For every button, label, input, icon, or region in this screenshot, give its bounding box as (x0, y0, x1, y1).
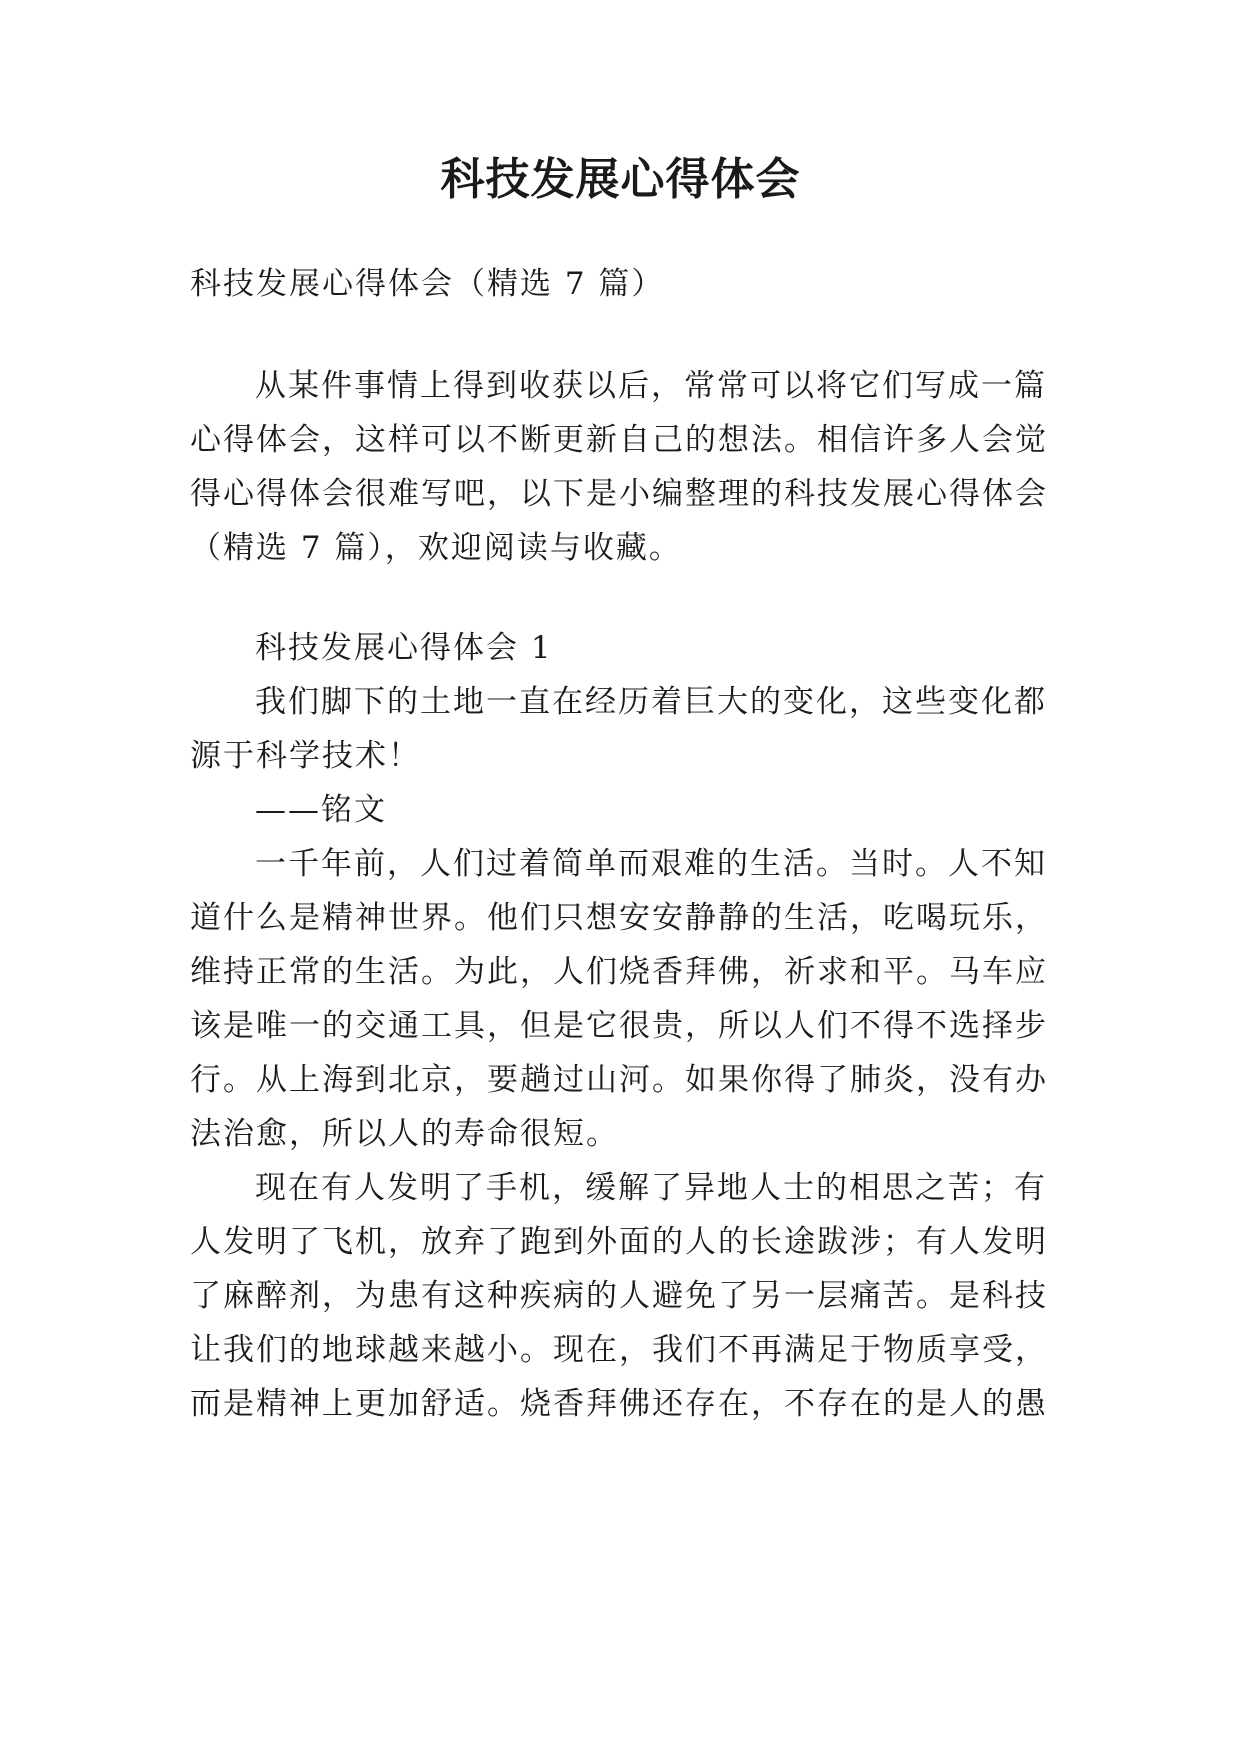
document-title: 科技发展心得体会 (440, 154, 801, 205)
epigraph-attribution: ——铭文 (255, 792, 387, 828)
epigraph-line: 源于科学技术！ (190, 738, 421, 774)
paragraph-line: 行。从上海到北京，要趟过山河。如果你得了肺炎，没有办 (190, 1062, 1048, 1098)
paragraph-line: 让我们的地球越来越小。现在，我们不再满足于物质享受， (190, 1332, 1048, 1368)
paragraph-line: 人发明了飞机，放弃了跑到外面的人的长途跋涉；有人发明 (190, 1224, 1048, 1260)
paragraph-line: 现在有人发明了手机，缓解了异地人士的相思之苦；有 (255, 1170, 1047, 1206)
paragraph-line: 道什么是精神世界。他们只想安安静静的生活，吃喝玩乐， (190, 900, 1048, 936)
epigraph-line: 我们脚下的土地一直在经历着巨大的变化，这些变化都 (255, 684, 1047, 720)
paragraph-line: 而是精神上更加舒适。烧香拜佛还存在，不存在的是人的愚 (190, 1386, 1048, 1422)
paragraph-line: 维持正常的生活。为此，人们烧香拜佛，祈求和平。马车应 (190, 954, 1048, 990)
intro-line: 心得体会，这样可以不断更新自己的想法。相信许多人会觉 (190, 422, 1048, 458)
paragraph-line: 一千年前，人们过着简单而艰难的生活。当时。人不知 (255, 846, 1047, 882)
intro-line: 得心得体会很难写吧，以下是小编整理的科技发展心得体会 (190, 476, 1048, 512)
document-subtitle: 科技发展心得体会（精选 7 篇） (190, 266, 665, 302)
paragraph-line: 该是唯一的交通工具，但是它很贵，所以人们不得不选择步 (190, 1008, 1048, 1044)
intro-line: 从某件事情上得到收获以后，常常可以将它们写成一篇 (255, 368, 1047, 404)
paragraph-line: 法治愈，所以人的寿命很短。 (190, 1116, 619, 1152)
paragraph-line: 了麻醉剂，为患有这种疾病的人避免了另一层痛苦。是科技 (190, 1278, 1048, 1314)
section-heading: 科技发展心得体会 1 (255, 630, 553, 666)
intro-line: （精选 7 篇），欢迎阅读与收藏。 (190, 530, 682, 566)
